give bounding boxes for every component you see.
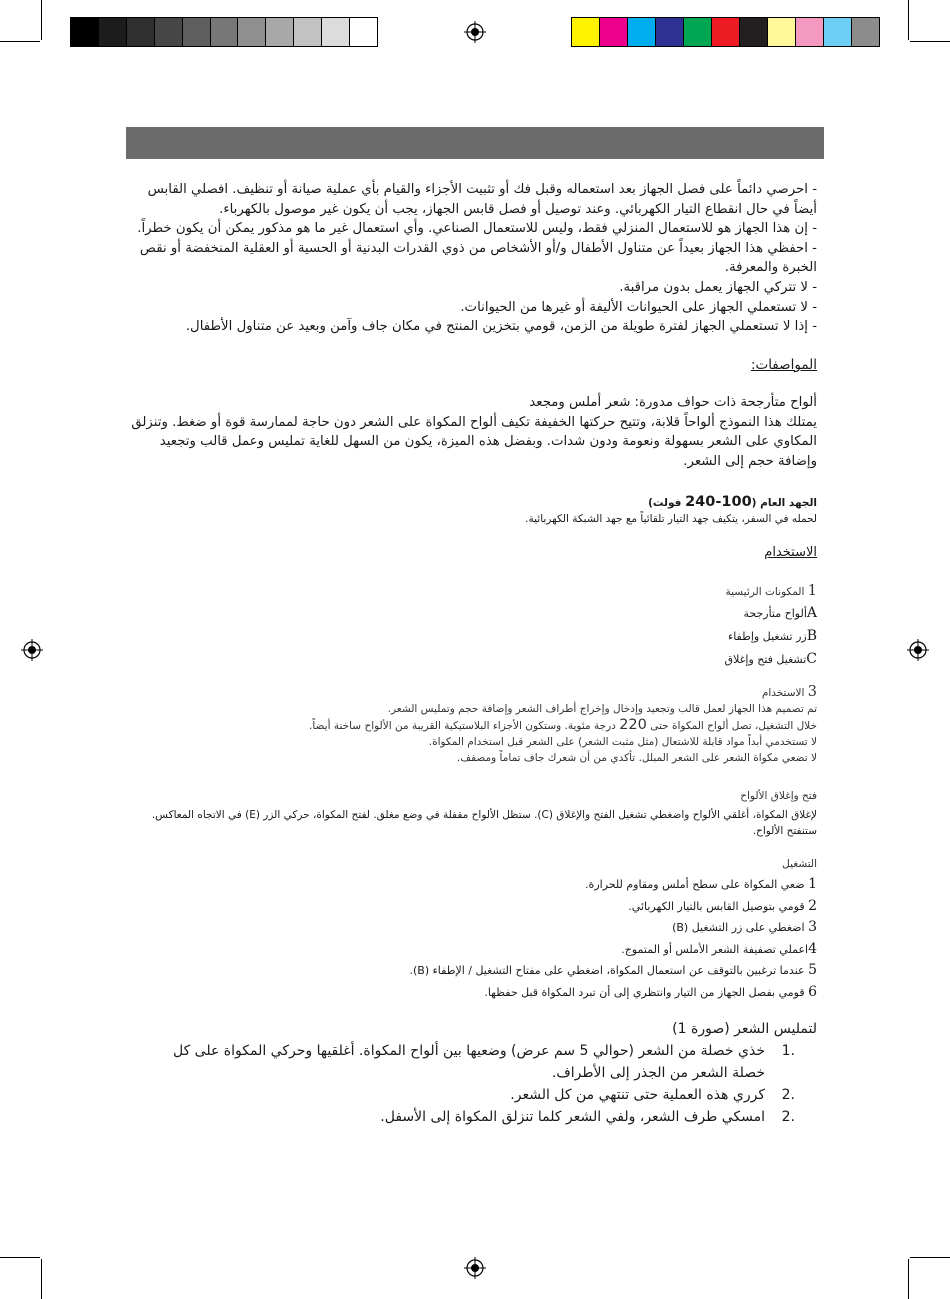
warning-item: - احفظي هذا الجهاز بعيداً عن متناول الأطفال و/أو الأشخاص من ذوي القدرات البدنية أو الحسية أو العقلية المنخفضة أو نقص الخبرة والمعرفة. <box>139 240 817 276</box>
registration-mark-icon <box>464 21 486 43</box>
component-item <box>725 602 817 625</box>
crop-mark <box>910 41 950 42</box>
crop-mark <box>41 0 42 40</box>
voltage-desc: لحمله في السفر، يتكيف جهد التيار تلقائياً مع جهد الشبكة الكهربائية. <box>525 513 817 525</box>
use-section <box>127 684 817 766</box>
operation-step <box>127 917 817 939</box>
operation-title: التشغيل <box>782 858 817 870</box>
voltage-title <box>648 494 817 510</box>
step-text: اعملي تصفيفة الشعر الأملس أو المتموج. <box>621 942 809 956</box>
registration-mark-icon <box>464 1257 486 1279</box>
color-swatch <box>796 18 824 46</box>
warning-item: - إذا لا تستعملي الجهاز لفترة طويلة من الزمن، قومي بتخزين المنتج في مكان جاف وآمن وبعيد عن متناول الأطفال. <box>185 319 817 335</box>
component-letter: B <box>806 628 817 644</box>
voltage-value: 100-240 <box>685 494 752 510</box>
color-swatch <box>294 18 322 46</box>
step-num: 4 <box>808 940 817 957</box>
use-line: لا تستخدمي أبداً مواد قابلة للاشتعال (مثل مثبت الشعر) على الشعر قبل استخدام المكواة. <box>428 736 817 748</box>
crop-mark <box>0 1257 40 1258</box>
color-swatch <box>183 18 211 46</box>
color-swatch <box>740 18 768 46</box>
color-swatch <box>99 18 127 46</box>
component-text: تشغيل فتح وإغلاق <box>724 653 807 666</box>
components-num: 1 <box>807 583 817 599</box>
lock-text: لإغلاق المكواة، أغلقي الألواح واضغطي تشغيل الفتح والإغلاق (C). ستظل الألواح مقفلة في وضع مغلق. لفتح المكواة، حركي الزر (E) في الاتجاه المعاكس. ستنفتح الألواح. <box>151 809 817 837</box>
step-num: 1 <box>808 876 817 892</box>
component-text: زر تشغيل وإطفاء <box>728 630 807 643</box>
crop-mark <box>908 1259 909 1299</box>
color-swatch <box>656 18 684 46</box>
component-item <box>725 648 817 671</box>
straighten-step-num: .2 <box>781 1109 795 1125</box>
color-swatch <box>852 18 879 46</box>
operation-step <box>127 982 817 1004</box>
use-line: تم تصميم هذا الجهاز لعمل قالب وتجعيد وإدخال وإخراج أطراف الشعر وإضافة حجم وتمليس الشعر. <box>387 703 817 715</box>
color-swatch <box>350 18 377 46</box>
step-text: قومي بتوصيل القابس بالتيار الكهربائي. <box>628 899 805 913</box>
use-line2-pre: خلال التشغيل، تصل ألواح المكواة حتى <box>650 720 817 732</box>
usage-heading: الاستخدام <box>764 545 817 560</box>
warning-item: - لا تتركي الجهاز يعمل بدون مراقبة. <box>619 279 817 295</box>
color-swatch <box>155 18 183 46</box>
color-swatch <box>684 18 712 46</box>
use-line2-num: 220 <box>619 717 647 733</box>
warning-item: - لا تستعملي الجهاز على الحيوانات الأليفة أو غيرها من الحيوانات. <box>460 299 817 315</box>
color-bar <box>571 17 880 47</box>
color-swatch <box>127 18 155 46</box>
component-letter: C <box>806 651 817 667</box>
specs-line: ألواح متأرجحة ذات حواف مدورة: شعر أملس ومجعد <box>529 395 817 410</box>
use-line <box>127 717 817 734</box>
use-title <box>127 684 817 701</box>
straighten-step-text: كرري هذه العملية حتى تنتهي من كل الشعر. <box>510 1087 765 1103</box>
color-swatch <box>322 18 350 46</box>
use-line2-post: درجة مئوية. وستكون الأجزاء البلاستيكية القريبة من الألواح ساخنة أيضاً. <box>309 720 616 732</box>
crop-mark <box>0 41 40 42</box>
straighten-step <box>127 1040 795 1084</box>
color-swatch <box>238 18 266 46</box>
color-swatch <box>600 18 628 46</box>
step-text: اضغطي على زر التشغيل (B) <box>672 921 805 934</box>
step-num: 5 <box>808 962 817 978</box>
crop-mark <box>41 1259 42 1299</box>
specs-heading: المواصفات: <box>750 357 817 373</box>
component-letter: A <box>806 605 817 621</box>
use-title-text: الاستخدام <box>761 687 805 699</box>
crop-mark <box>908 0 909 40</box>
color-swatch <box>712 18 740 46</box>
grayscale-bar <box>70 17 378 47</box>
use-num: 3 <box>807 684 817 700</box>
color-swatch <box>211 18 239 46</box>
component-item <box>725 625 817 648</box>
operation-step <box>127 874 817 896</box>
operation-list <box>127 874 817 1003</box>
color-swatch <box>628 18 656 46</box>
step-text: قومي بفصل الجهاز من التيار وانتظري إلى أن تبرد المكواة قبل حفظها. <box>484 985 805 999</box>
straighten-step-text: امسكي طرف الشعر، ولفي الشعر كلما تنزلق المكواة إلى الأسفل. <box>380 1109 765 1125</box>
color-swatch <box>71 18 99 46</box>
warnings-list <box>127 180 817 337</box>
color-swatch <box>572 18 600 46</box>
section-header-bar <box>126 127 824 159</box>
registration-mark-icon <box>21 639 43 661</box>
straighten-title: لتمليس الشعر (صورة 1) <box>672 1021 817 1037</box>
step-num: 2 <box>808 897 817 914</box>
specs-line: يمتلك هذا النموذج ألواحاً قلابة، وتتيح حركتها الخفيفة تكيف ألواح المكواة على الشعر دون حاجة لممارسة قوة أو ضغط. وتنزلق المكاوي على الشعر بسهولة ونعومة ودون شدات. وبفضل هذه الميزة، يكون من السهل للغاية تمليس وعمل قالب وتجعيد وإضافة حجم إلى الشعر. <box>131 414 817 469</box>
crop-mark <box>910 1257 950 1258</box>
voltage-title-post: فولت) <box>648 497 686 509</box>
voltage-title-pre: الجهد العام ( <box>751 497 817 509</box>
straighten-step-num: .1 <box>781 1043 795 1059</box>
warning-item: - إن هذا الجهاز هو للاستعمال المنزلي فقط، وليس للاستعمال الصناعي. وأي استعمال غير ما هو مذكور يمكن أن يكون خطراً. <box>137 221 817 237</box>
components-list <box>725 602 817 671</box>
color-swatch <box>768 18 796 46</box>
components-title <box>726 583 818 600</box>
operation-step <box>127 960 817 982</box>
use-line: لا تضعي مكواة الشعر على الشعر المبلل. تأكدي من أن شعرك جاف تماماً ومصفف. <box>456 752 817 764</box>
component-text: ألواح متأرجحة <box>743 607 807 620</box>
step-text: عندما ترغبين بالتوقف عن استعمال المكواة، اضغطي على مفتاح التشغيل / الإطفاء (B). <box>409 964 805 977</box>
operation-step <box>127 896 817 918</box>
components-title-text: المكونات الرئيسية <box>725 586 805 598</box>
registration-mark-icon <box>907 639 929 661</box>
specs-body <box>127 393 817 471</box>
operation-step <box>127 939 817 961</box>
straighten-section <box>127 1018 817 1128</box>
color-swatch <box>266 18 294 46</box>
step-text: ضعي المكواة على سطح أملس ومقاوم للحرارة. <box>585 878 805 891</box>
color-swatch <box>824 18 852 46</box>
step-num: 3 <box>808 919 817 935</box>
lock-title: فتح وإغلاق الألواح <box>740 790 817 802</box>
straighten-step <box>127 1084 795 1106</box>
straighten-step <box>127 1106 795 1128</box>
straighten-step-num: .2 <box>781 1087 795 1103</box>
warning-item: - احرصي دائماً على فصل الجهاز بعد استعماله وقبل فك أو تثبيت الأجزاء والقيام بأي عملية صيانة أو تنظيف. افصلي القابس أيضاً في حال انقطاع التيار الكهربائي. وعند توصيل أو فصل قابس الجهاز، يجب أن يكون غير موصول بالكهرباء. <box>147 182 817 217</box>
straighten-step-text: خذي خصلة من الشعر (حوالي 5 سم عرض) وضعيها بين ألواح المكواة. أغلقيها وحركي المكواة على كل خصلة الشعر من الجذر إلى الأطراف. <box>172 1043 765 1081</box>
step-num: 6 <box>808 983 817 1000</box>
